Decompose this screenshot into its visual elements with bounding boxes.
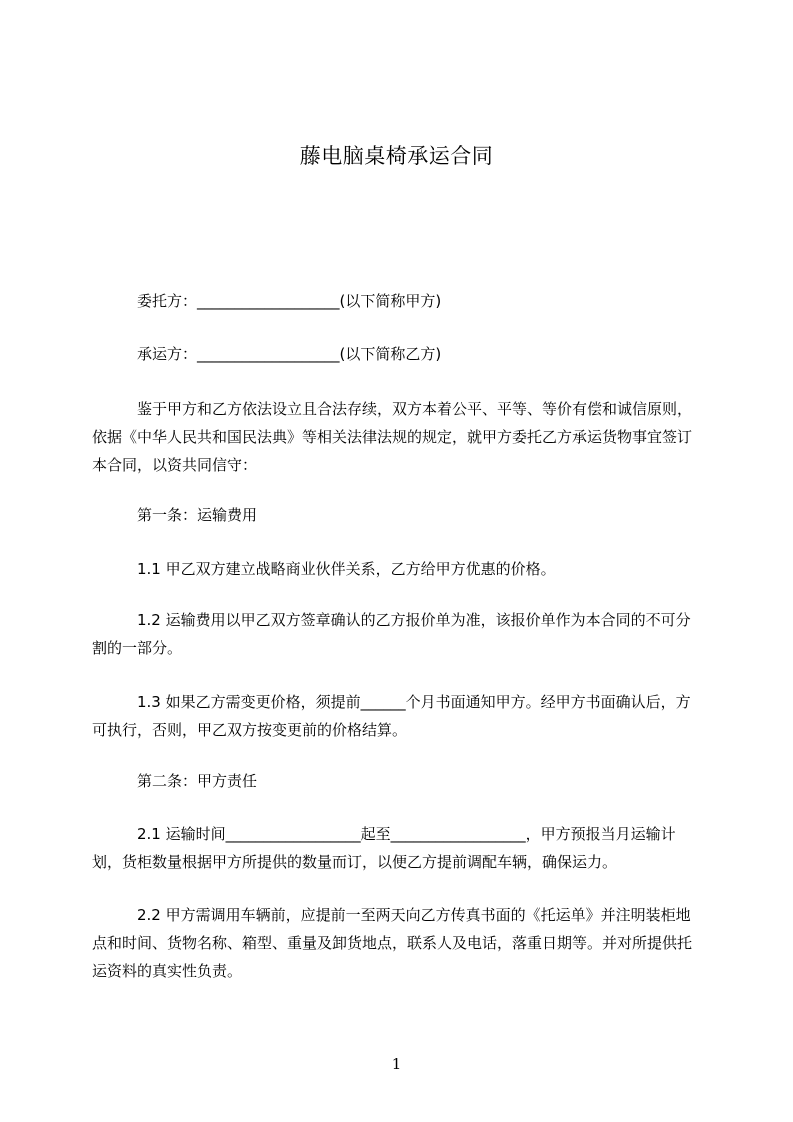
clause-1-3: 1.3 如果乙方需变更价格，须提前______个月书面通知甲方。经甲方书面确认后，方可执行，否则，甲乙双方按变更前的价格结算。 [92,693,691,739]
party-a-line: 委托方：___________________(以下简称甲方) [137,292,442,310]
article-2-heading: 第二条：甲方责任 [137,772,258,790]
clause-1-2: 1.2 运输费用以甲乙双方签章确认的乙方报价单为准，该报价单作为本合同的不可分割的一部分。 [92,611,691,657]
page-number: 1 [391,1055,402,1073]
preamble-paragraph: 鉴于甲方和乙方依法设立且合法存续，双方本着公平、平等、等价有偿和诚信原则，依据《中华人民共和国民法典》等相关法律法规的规定，就甲方委托乙方承运货物事宜签订本合同，以资共同信守： [92,400,693,474]
clause-1-1: 1.1 甲乙双方建立战略商业伙伴关系，乙方给甲方优惠的价格。 [137,560,556,578]
party-b-line: 承运方：___________________(以下简称乙方) [137,345,442,363]
clause-2-2: 2.2 甲方需调用车辆前，应提前一至两天向乙方传真书面的《托运单》并注明装柜地点和时间、货物名称、箱型、重量及卸货地点，联系人及电话，落重日期等。并对所提供托运资料的真实性负责。 [92,906,693,980]
article-1-heading: 第一条：运输费用 [137,506,258,524]
document-title: 藤电脑桌椅承运合同 [299,144,494,168]
clause-2-1: 2.1 运输时间__________________起至__________________，甲方预报当月运输计划，货柜数量根据甲方所提供的数量而订，以便乙方提前调配车辆，确保运力。 [92,825,676,871]
